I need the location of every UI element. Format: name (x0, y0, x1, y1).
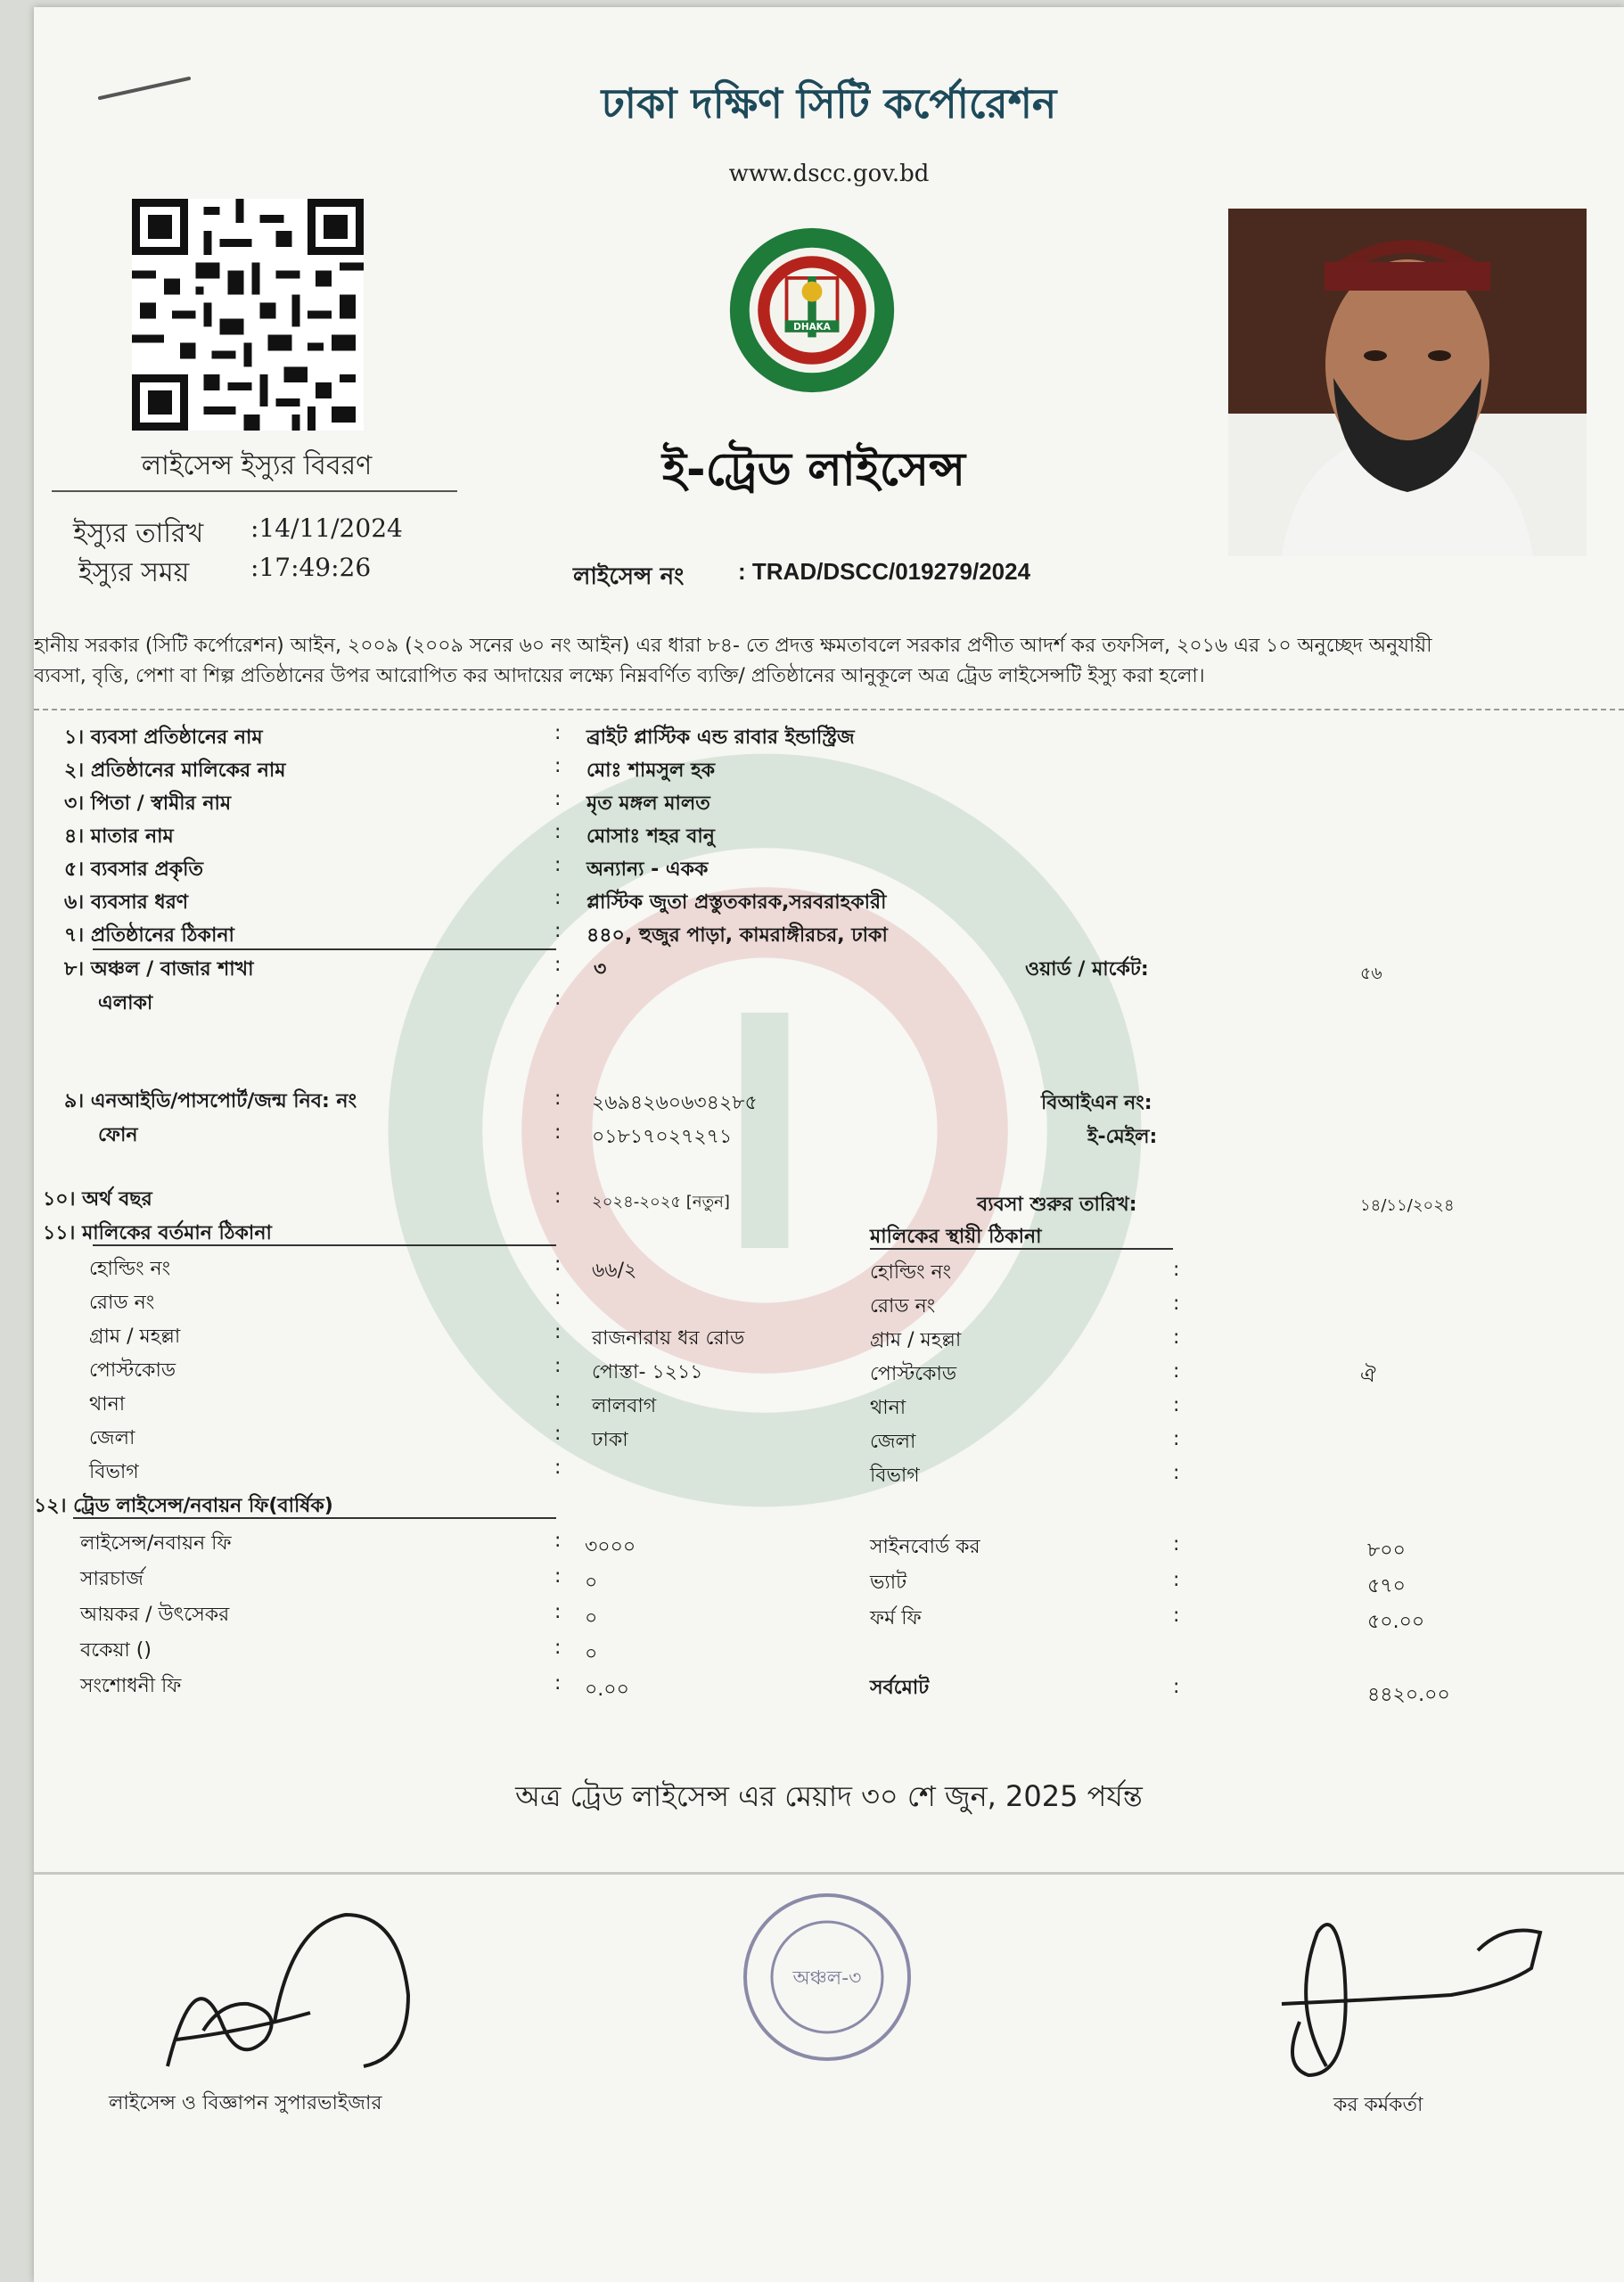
underline (93, 948, 556, 950)
issue-date-value: :14/11/2024 (250, 513, 403, 543)
present-value: লালবাগ (592, 1395, 657, 1417)
owner-photo (1228, 209, 1587, 556)
field-label: ৪। মাতার নাম (64, 825, 174, 848)
fee-label: লাইসেন্স/নবায়ন ফি (80, 1532, 232, 1555)
fee-value: ০.০০ (585, 1679, 629, 1701)
field-label: ৭। প্রতিষ্ঠানের ঠিকানা (64, 924, 234, 947)
underline (93, 1244, 556, 1246)
nid-label: ৯। এনআইডি/পাসপোর্ট/জন্ম নিব: নং (64, 1090, 357, 1112)
field-value: ৪৪০, হুজুর পাড়া, কামরাঙ্গীরচর, ঢাকা (586, 924, 888, 947)
present-value: ঢাকা (592, 1429, 628, 1451)
perm-label: বিভাগ (870, 1465, 920, 1487)
business-start-value: ১৪/১১/২০২৪ (1360, 1196, 1455, 1215)
fee-label-2: ফর্ম ফি (870, 1607, 922, 1629)
fee-label: সারচার্জ (80, 1568, 144, 1590)
fee-value: ৩০০০ (585, 1536, 636, 1558)
separator (34, 709, 1624, 710)
field-label: ২। প্রতিষ্ঠানের মালিকের নাম (64, 759, 286, 782)
area-label: এলাকা (98, 992, 153, 1014)
present-value: রাজনারায় ধর রোড (592, 1327, 745, 1350)
fee-label-2: ভ্যাট (870, 1572, 907, 1594)
seal-text: অঞ্চল-৩ (792, 1967, 862, 1990)
field-label: ৬। ব্যবসার ধরণ (64, 891, 189, 914)
perm-label: জেলা (870, 1431, 916, 1453)
watermark-emblem (373, 738, 1157, 1523)
zone-value: ৩ (594, 958, 607, 981)
address-label: গ্রাম / মহল্লা (89, 1326, 181, 1348)
present-value: ৬৬/২ (592, 1260, 637, 1282)
preamble (34, 631, 1620, 692)
fee-total-label: সর্বমোট (870, 1677, 930, 1699)
permanent-address-heading: মালিকের স্থায়ী ঠিকানা (870, 1226, 1042, 1248)
website-url: www.dscc.gov.bd (728, 160, 930, 187)
fee-value: ০ (585, 1607, 598, 1629)
phone-value: ০১৮১৭০২৭২৭১ (592, 1126, 733, 1148)
field-value: প্লাস্টিক জুতা প্রস্তুতকারক,সরবরাহকারী (586, 891, 887, 914)
permanent-value: ঐ (1360, 1365, 1376, 1387)
present-address-heading: ১১। মালিকের বর্তমান ঠিকানা (43, 1222, 272, 1244)
address-label: জেলা (89, 1427, 135, 1449)
validity-note: অত্র ট্রেড লাইসেন্স এর মেয়াদ ৩০ শে জুন, 2025 পর্যন্ত (515, 1779, 1143, 1813)
org-title: ঢাকা দক্ষিণ সিটি কর্পোরেশন (601, 79, 1057, 127)
perm-label: হোল্ডিং নং (870, 1261, 952, 1284)
fiscal-year-label: ১০। অর্থ বছর (43, 1188, 152, 1211)
dscc-emblem (727, 226, 897, 395)
issue-time-value: :17:49:26 (250, 553, 372, 582)
field-label: ১। ব্যবসা প্রতিষ্ঠানের নাম (64, 726, 263, 749)
license-number-value: : TRAD/DSCC/019279/2024 (738, 558, 1031, 585)
field-value: মোঃ শামসুল হক (586, 759, 716, 782)
divider (52, 490, 457, 492)
underline (870, 1248, 1173, 1250)
address-label: পোস্টকোড (89, 1359, 176, 1382)
qr-code (132, 199, 364, 431)
fee-label: সংশোধনী ফি (80, 1675, 182, 1697)
footer-separator (34, 1872, 1624, 1875)
perm-label: থানা (870, 1397, 906, 1419)
issue-date-label: ইস্যুর তারিখ (73, 518, 204, 549)
trade-license-paper: ঢাকা দক্ষিণ সিটি কর্পোরেশন www.dscc.gov.bd লাইসেন্স ইস্যুর বিবরণ ইস্যুর তারিখ :14/11/2024 ইস্যুর সময় :17:49:26 DHAKA ই-ট্রেড লাইসেন্স লাইসেন্স নং : TRAD/DSCC/019279/2024 হানীয় সরকার (সিটি কর্পোরেশন) আইন, ২০০৯ (২০০৯ সনের ৬০ নং আইন) এর ধারা ৮৪- তে প্রদত্ত ক্ষমতাবলে সরকার প্রণীত আদর্শ কর তফসিল, ২০১৬ এর ১০ অনুচ্ছেদ অনুযায়ী ব্যবসা, বৃত্তি, পেশা বা শিল্প প্রতিষ্ঠানের উপর আরোপিত কর আদায়ের লক্ষ্যে নিম্নবর্ণিত ব্যক্তি/ প্রতিষ্ঠানের আনুকূলে অত্র ট্রেড লাইসেন্সটি ইস্যু করা হলো। ১। ব্যবসা প্রতিষ্ঠানের নাম : ব্রাইট প্লাস্টিক এন্ড রাবার ইন্ডাস্ট্রিজ ২। প্রতিষ্ঠানের মালিকের নাম : মোঃ শামসুল হক ৩। পিতা / স্বামীর নাম : মৃত মঙ্গল মালত ৪। মাতার নাম : মোসাঃ শহর বানু ৫। ব্যবসার প্রকৃতি : অন্যান্য - একক ৬। ব্যবসার ধরণ : প্লাস্টিক জুতা প্রস্তুতকারক,সরবরাহকারী ৭। প্রতিষ্ঠানের ঠিকানা : ৪৪০, হুজুর পাড়া, কামরাঙ্গীরচর, ঢাকা ৮। অঞ্চল / বাজার শাখা : ৩ ওয়ার্ড / মার্কেট: ৫৬ এলাকা : ৯। এনআইডি/পাসপোর্ট/জন্ম নিব: নং : ২৬৯৪২৬০৬৩৪২৮৫ বিআইএন নং: ফোন : ০১৮১৭০২৭২৭১ ই-মেইল: ১০। অর্থ বছর : ২০২৪-২০২৫ [নতুন] ব্যবসা শুরুর তারিখ: ১৪/১১/২০২৪ ১১। মালিকের বর্তমান ঠিকানা মালিকের স্থায়ী ঠিকানা হোল্ডিং নং : ৬৬/২ হোল্ডিং নং : রোড নং : রোড নং : গ্রাম / মহল্লা : রাজনারায় ধর রোড গ্রাম / মহল্লা : পোস্টকোড : পোস্তা- ১২১১ পোস্টকোড : ঐ থানা : লালবাগ থানা : জেলা : ঢাকা জেলা : বিভাগ : বিভাগ : ১২। ট্রেড লাইসেন্স/নবায়ন ফি(বার্ষিক) লাইসেন্স/নবায়ন ফি : ৩০০০ সাইনবোর্ড কর : ৮০০ সারচার্জ : ০ ভ্যাট : ৫৭০ আয়কর / উৎসেকর : ০ ফর্ম ফি : ৫০.০০ বকেয়া () : ০ সংশোধনী ফি : ০.০০ সর্বমোট : ৪৪২০.০০ অত্র ট্রেড লাইসেন্স এর মেয়াদ ৩০ শে জুন, 2025 পর্যন্ত লাইসেন্স ও বিজ্ঞাপন সুপারভাইজার অঞ্চল-৩ কর কর্মকর্তা (34, 7, 1624, 2282)
ward-label: ওয়ার্ড / মার্কেট: (1025, 958, 1149, 981)
fee-value-2: ৮০০ (1367, 1539, 1406, 1562)
field-value: অন্যান্য - একক (586, 858, 709, 881)
fee-label: আয়কর / উৎসেকর (80, 1604, 230, 1626)
nid-value: ২৬৯৪২৬০৬৩৪২৮৫ (592, 1092, 758, 1114)
field-value: মোসাঃ শহর বানু (586, 825, 715, 848)
address-label: থানা (89, 1393, 126, 1416)
business-start-label: ব্যবসা শুরুর তারিখ: (977, 1194, 1137, 1216)
right-signatory: কর কর্মকর্তা (1333, 2094, 1423, 2116)
preamble-line-2: ব্যবসা, বৃত্তি, পেশা বা শিল্প প্রতিষ্ঠানের উপর আরোপিত কর আদায়ের লক্ষ্যে নিম্নবর্ণিত ব্যক্তি/ প্রতিষ্ঠানের আনুকূলে অত্র ট্রেড লাইসেন্সটি ইস্যু করা হলো। (34, 665, 1205, 687)
issue-details-caption: লাইসেন্স ইস্যুর বিবরণ (141, 450, 373, 481)
ward-value: ৫৬ (1360, 964, 1382, 983)
fee-value: ০ (585, 1572, 598, 1594)
document-title: ই-ট্রেড লাইসেন্স (661, 443, 966, 497)
fee-value: ০ (585, 1643, 598, 1665)
perm-label: পোস্টকোড (870, 1363, 957, 1385)
license-number-label: লাইসেন্স নং (573, 563, 685, 590)
fee-value-2: ৫৭০ (1367, 1575, 1406, 1597)
address-label: বিভাগ (89, 1461, 139, 1483)
perm-label: রোড নং (870, 1295, 936, 1317)
preamble-line-1: হানীয় সরকার (সিটি কর্পোরেশন) আইন, ২০০৯ (২০০৯ সনের ৬০ নং আইন) এর ধারা ৮৪- তে প্রদত্ত ক্ষমতাবলে সরকার প্রণীত আদর্শ কর তফসিল, ২০১৬ এর ১০ অনুচ্ছেদ অনুযায়ী (34, 635, 1432, 657)
perm-label: গ্রাম / মহল্লা (870, 1329, 962, 1351)
field-label: ৫। ব্যবসার প্রকৃতি (64, 858, 203, 881)
zone-label: ৮। অঞ্চল / বাজার শাখা (64, 958, 254, 981)
fee-label-2: সাইনবোর্ড কর (870, 1536, 980, 1558)
field-value: ব্রাইট প্লাস্টিক এন্ড রাবার ইন্ডাস্ট্রিজ (586, 726, 855, 749)
field-label: ৩। পিতা / স্বামীর নাম (64, 792, 232, 815)
email-label: ই-মেইল: (1087, 1126, 1158, 1148)
address-label: হোল্ডিং নং (89, 1258, 171, 1280)
office-seal (738, 1888, 916, 2066)
issue-time-label: ইস্যুর সময় (78, 557, 190, 588)
phone-label: ফোন (98, 1124, 138, 1146)
underline (73, 1517, 556, 1519)
right-signature (1273, 1897, 1576, 2093)
fees-heading: ১২। ট্রেড লাইসেন্স/নবায়ন ফি(বার্ষিক) (34, 1495, 333, 1517)
left-signature (141, 1888, 444, 2084)
left-signatory: লাইসেন্স ও বিজ্ঞাপন সুপারভাইজার (109, 2092, 382, 2114)
fee-total-value: ৪৪২০.০০ (1367, 1684, 1450, 1706)
address-label: রোড নং (89, 1292, 155, 1314)
fee-label: বকেয়া () (80, 1639, 152, 1662)
emblem-text: DHAKA (793, 321, 831, 332)
field-value: মৃত মঙ্গল মালত (586, 792, 710, 815)
bin-label: বিআইএন নং: (1041, 1092, 1152, 1114)
fee-value-2: ৫০.০০ (1367, 1611, 1425, 1633)
fiscal-year-value: ২০২৪-২০২৫ [নতুন] (592, 1193, 730, 1211)
present-value: পোস্তা- ১২১১ (592, 1361, 703, 1383)
